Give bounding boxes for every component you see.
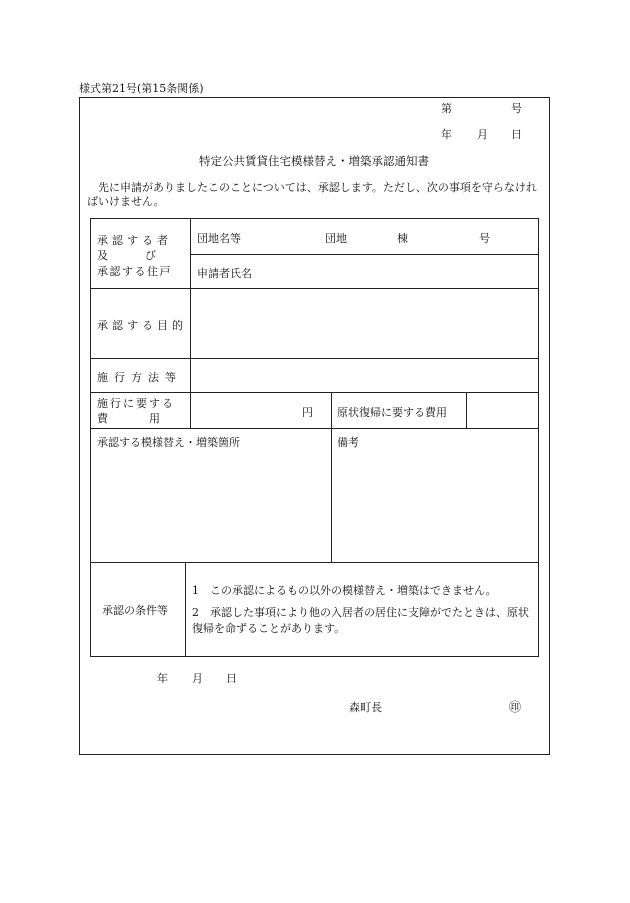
document-title: 特定公共賃貸住宅模様替え・増築承認通知書	[199, 154, 429, 168]
footer-year: 年	[157, 672, 168, 685]
purpose-label: 承認する目的	[97, 319, 187, 332]
and-label: 及 び	[97, 249, 157, 262]
remarks-label: 備考	[337, 436, 359, 449]
form-number: 様式第21号(第15条関係)	[79, 82, 204, 95]
footer-month: 月	[192, 672, 203, 685]
estate-label: 団地	[325, 232, 347, 245]
method-label: 施行方法等	[97, 371, 182, 384]
approved-dwelling-label: 承認する住戸	[97, 265, 172, 278]
number-prefix: 第	[441, 102, 452, 115]
estate-name-label: 団地名等	[197, 232, 241, 245]
date-month: 月	[477, 128, 488, 141]
building-label: 棟	[397, 232, 408, 245]
cost-label-line1: 施行に要する	[97, 397, 175, 410]
restoration-cost-label: 原状復帰に要する費用	[337, 406, 447, 419]
footer-day: 日	[226, 672, 237, 685]
conditions-label: 承認の条件等	[102, 604, 168, 617]
locations-label: 承認する模様替え・増築箇所	[97, 436, 240, 449]
issuer-name: 森町長	[349, 701, 382, 714]
intro-text: 先に申請がありましたこのことについては、承認します。ただし、次の事項を守らなければいけません。	[87, 181, 537, 208]
cost-label-line2: 費 用	[97, 412, 162, 425]
condition-item: 1 この承認によるもの以外の模様替え・増築はできません。	[192, 584, 497, 597]
date-day: 日	[511, 128, 522, 141]
number-suffix: 号	[511, 102, 522, 115]
date-year: 年	[441, 128, 452, 141]
unit-label: 号	[479, 232, 490, 245]
yen-unit: 円	[302, 406, 313, 419]
condition-item: 2 承認した事項により他の入居者の居住に支障がでたときは、原状復帰を命ずることがあります。	[192, 606, 529, 635]
applicant-name-label: 申請者氏名	[197, 267, 252, 280]
seal-mark: ㊞	[509, 700, 522, 714]
approved-person-label: 承認する者	[97, 234, 172, 247]
